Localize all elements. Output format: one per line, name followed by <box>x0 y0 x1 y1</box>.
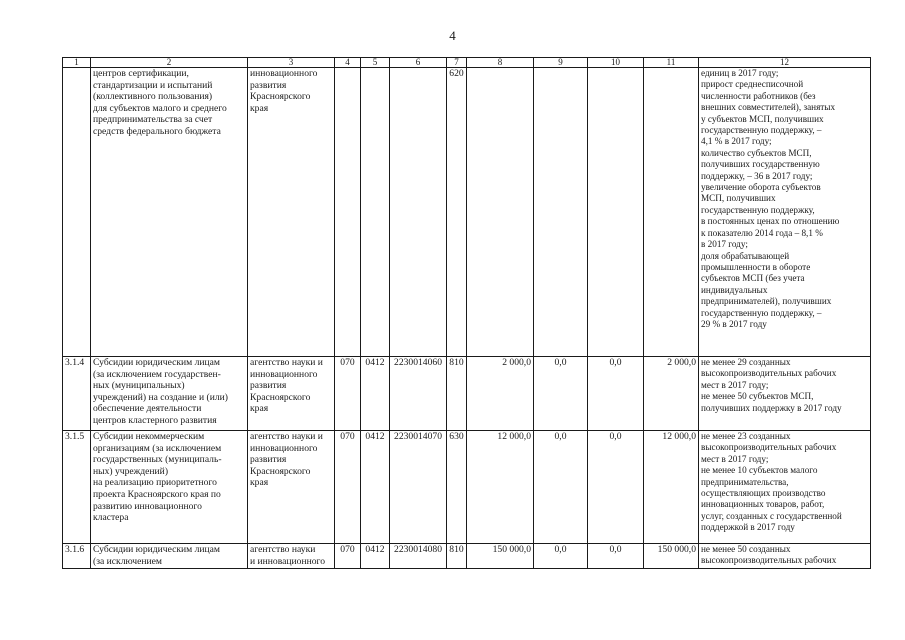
text-line: агентство науки <box>250 544 316 555</box>
target-code <box>390 68 447 357</box>
target-code: 2230014080 <box>390 544 447 569</box>
amount-total: 150 000,0 <box>644 544 699 569</box>
text-line: осуществляющих производство <box>701 488 826 499</box>
text-line: Красноярского <box>250 465 311 477</box>
text-line: высокопроизводительных рабочих <box>701 555 837 566</box>
text-line: прирост среднесписочной <box>701 79 804 90</box>
text-line: организациям (за исключением <box>93 442 222 454</box>
text-line: предпринимательства за счет <box>93 114 213 126</box>
column-number: 2 <box>91 58 248 68</box>
amount-year-3: 0,0 <box>588 544 644 569</box>
item-name <box>91 357 248 431</box>
text-line: в постоянных ценах по отношению <box>701 216 840 227</box>
text-line: Субсидии юридическим лицам <box>93 544 220 555</box>
text-line: государственную поддержку, – <box>701 125 822 136</box>
column-number: 10 <box>588 58 644 68</box>
text-line: предпринимательства, <box>701 476 789 487</box>
text-line: МСП, получивших <box>701 193 776 204</box>
program-table <box>62 57 871 569</box>
executor <box>248 431 335 544</box>
text-line: (за исключением <box>93 555 162 567</box>
section-code <box>361 68 390 357</box>
text-line: численности работников (без <box>701 90 816 101</box>
text-line: края <box>250 102 269 114</box>
text-line: индивидуальных <box>701 284 768 295</box>
item-name <box>91 544 248 569</box>
text-line: субъектов МСП (без учета <box>701 273 805 284</box>
text-line: агентство науки и <box>250 357 323 368</box>
text-line: в 2017 году; <box>701 239 748 250</box>
text-line: кластера <box>93 512 129 524</box>
text-line: не менее 50 субъектов МСП, <box>701 391 814 402</box>
text-line: не менее 23 созданных <box>701 431 791 441</box>
amount-year-1: 150 000,0 <box>467 544 534 569</box>
amount-total: 2 000,0 <box>644 357 699 431</box>
text-line: Красноярского <box>250 391 311 403</box>
amount-year-2: 0,0 <box>534 431 588 544</box>
gr-code: 070 <box>335 357 361 431</box>
amount-year-1 <box>467 68 534 357</box>
text-line: Субсидии некоммерческим <box>93 431 205 442</box>
amount-year-1: 12 000,0 <box>467 431 534 544</box>
text-line: для субъектов малого и среднего <box>93 102 227 114</box>
gr-code: 070 <box>335 431 361 544</box>
column-number: 11 <box>644 58 699 68</box>
text-line: инновационных товаров, работ, <box>701 499 825 510</box>
amount-year-2: 0,0 <box>534 544 588 569</box>
executor <box>248 544 335 569</box>
text-line: центров кластерного развития <box>93 414 217 426</box>
text-line: средств федерального бюджета <box>93 125 221 137</box>
amount-year-2: 0,0 <box>534 357 588 431</box>
text-line: предпринимателей), получивших <box>701 296 832 307</box>
table-row <box>63 357 871 431</box>
text-line: инновационного <box>250 68 318 79</box>
text-line: у субъектов МСП, получивших <box>701 113 824 124</box>
executor <box>248 357 335 431</box>
text-line: получивших государственную <box>701 159 820 170</box>
text-line: высокопроизводительных рабочих <box>701 442 837 453</box>
text-line: Красноярского <box>250 91 311 103</box>
item-number <box>63 68 91 357</box>
text-line: поддержку, – 36 в 2017 году; <box>701 170 813 181</box>
text-line: стандартизации и испытаний <box>93 79 213 91</box>
amount-year-3: 0,0 <box>588 431 644 544</box>
expense-type-code: 810 <box>447 544 467 569</box>
item-number: 3.1.4 <box>63 357 91 431</box>
expected-result <box>699 68 871 357</box>
text-line: не менее 50 созданных <box>701 544 791 554</box>
text-line: развития <box>250 380 287 392</box>
table-row <box>63 431 871 544</box>
expected-result <box>699 357 871 431</box>
text-line: не менее 29 созданных <box>701 357 791 367</box>
executor <box>248 68 335 357</box>
text-line: государственных (муниципаль- <box>93 454 222 466</box>
text-line: развития <box>250 454 287 466</box>
amount-year-2 <box>534 68 588 357</box>
text-line: развития <box>250 79 287 91</box>
text-line: внешних совместителей), занятых <box>701 102 836 113</box>
item-number: 3.1.6 <box>63 544 91 569</box>
text-line: на реализацию приоритетного <box>93 477 217 489</box>
text-line: Субсидии юридическим лицам <box>93 357 220 368</box>
item-name <box>91 431 248 544</box>
text-line: учреждений) на создание и (или) <box>93 391 228 403</box>
text-line: инновационного <box>250 368 318 380</box>
amount-year-3 <box>588 68 644 357</box>
page-number: 4 <box>449 28 456 43</box>
text-line: государственную поддержку, <box>701 204 815 215</box>
text-line: 29 % в 2017 году <box>701 318 767 329</box>
column-number: 7 <box>447 58 467 68</box>
text-line: промышленности в обороте <box>701 261 811 272</box>
text-line: услуг, созданных с государственной <box>701 510 842 521</box>
text-line: края <box>250 477 269 489</box>
amount-total <box>644 68 699 357</box>
text-line: центров сертификации, <box>93 68 189 79</box>
column-number: 5 <box>361 58 390 68</box>
column-number: 12 <box>699 58 871 68</box>
text-line: края <box>250 403 269 415</box>
text-line: (за исключением государствен- <box>93 368 221 380</box>
text-line: мест в 2017 году; <box>701 379 769 390</box>
column-number: 1 <box>63 58 91 68</box>
amount-year-3: 0,0 <box>588 357 644 431</box>
text-line: количество субъектов МСП, <box>701 147 812 158</box>
item-number: 3.1.5 <box>63 431 91 544</box>
text-line: ных) учреждений) <box>93 465 169 477</box>
target-code: 2230014060 <box>390 357 447 431</box>
section-code: 0412 <box>361 431 390 544</box>
text-line: высокопроизводительных рабочих <box>701 368 837 379</box>
table-row <box>63 68 871 357</box>
expected-result <box>699 431 871 544</box>
text-line: не менее 10 субъектов малого <box>701 465 818 476</box>
text-line: (коллективного пользования) <box>93 91 213 103</box>
amount-total: 12 000,0 <box>644 431 699 544</box>
text-line: обеспечение деятельности <box>93 403 202 415</box>
target-code: 2230014070 <box>390 431 447 544</box>
amount-year-1: 2 000,0 <box>467 357 534 431</box>
text-line: развитию инновационного <box>93 500 202 512</box>
column-number: 4 <box>335 58 361 68</box>
column-number: 6 <box>390 58 447 68</box>
text-line: и инновационного <box>250 555 326 567</box>
gr-code: 070 <box>335 544 361 569</box>
column-number: 3 <box>248 58 335 68</box>
column-number: 8 <box>467 58 534 68</box>
section-code: 0412 <box>361 357 390 431</box>
table-row <box>63 544 871 569</box>
text-line: к показателю 2014 года – 8,1 % <box>701 227 823 238</box>
text-line: 4,1 % в 2017 году; <box>701 136 772 147</box>
column-number: 9 <box>534 58 588 68</box>
text-line: ных (муниципальных) <box>93 380 185 392</box>
expected-result <box>699 544 871 569</box>
text-line: инновационного <box>250 442 318 454</box>
expense-type-code: 810 <box>447 357 467 431</box>
text-line: единиц в 2017 году; <box>701 68 779 78</box>
expense-type-code: 620 <box>447 68 467 357</box>
text-line: проекта Красноярского края по <box>93 488 221 500</box>
item-name <box>91 68 248 357</box>
text-line: мест в 2017 году; <box>701 453 769 464</box>
expense-type-code: 630 <box>447 431 467 544</box>
text-line: поддержкой в 2017 году <box>701 522 795 533</box>
column-number-row <box>63 58 871 68</box>
text-line: государственную поддержку, – <box>701 307 822 318</box>
section-code: 0412 <box>361 544 390 569</box>
text-line: увеличение оборота субъектов <box>701 182 821 193</box>
text-line: получивших поддержку в 2017 году <box>701 402 842 413</box>
text-line: агентство науки и <box>250 431 323 442</box>
gr-code <box>335 68 361 357</box>
text-line: доля обрабатывающей <box>701 250 790 261</box>
